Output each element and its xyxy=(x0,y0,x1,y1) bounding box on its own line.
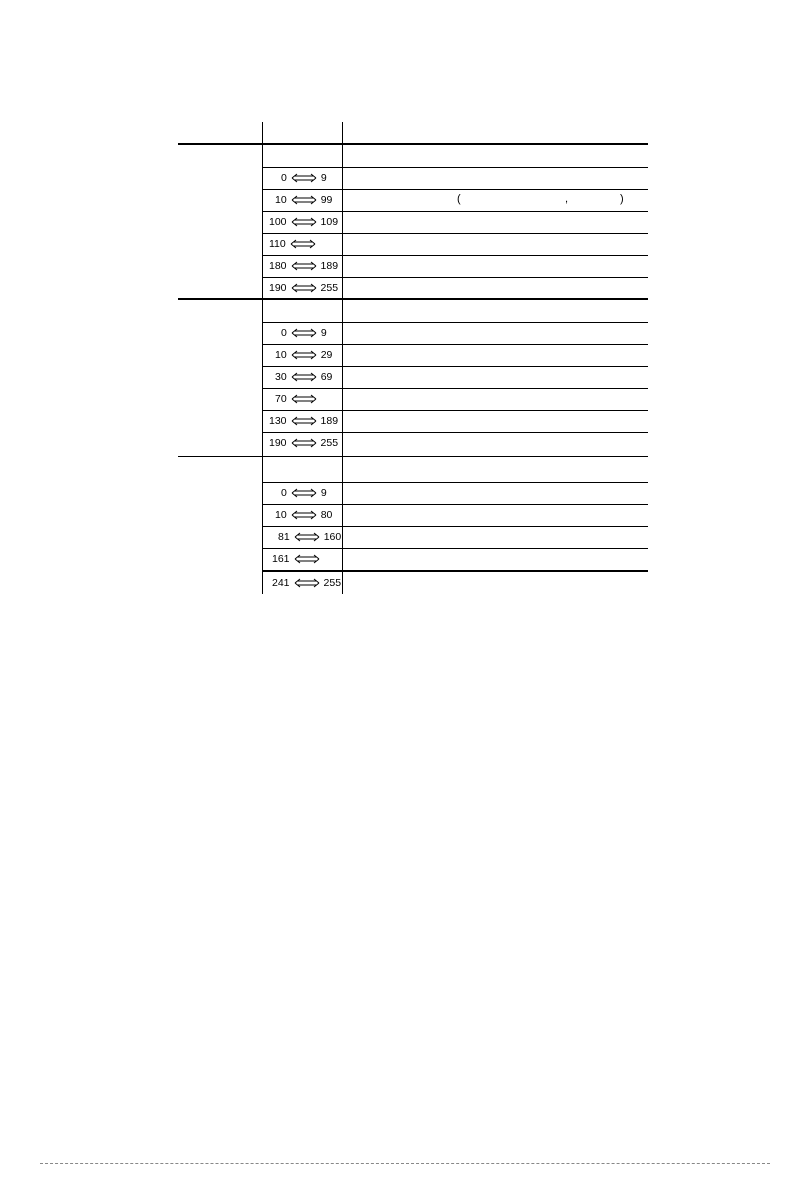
double-arrow-icon xyxy=(291,394,317,404)
close-paren: ) xyxy=(620,193,624,205)
range-cell: 180 189 xyxy=(269,260,339,272)
range-cell: 130 189 xyxy=(269,415,339,427)
range-cell: 0 9 xyxy=(281,172,327,184)
range-cell: 70 xyxy=(275,391,321,407)
double-arrow-icon xyxy=(291,438,317,448)
double-arrow-icon xyxy=(294,532,320,542)
row-rule xyxy=(262,322,648,323)
double-arrow-icon xyxy=(291,350,317,360)
row-rule xyxy=(262,388,648,389)
double-arrow-icon xyxy=(291,328,317,338)
row-rule xyxy=(262,255,648,256)
row-rule xyxy=(262,526,648,527)
row-rule xyxy=(262,277,648,278)
header-rule xyxy=(178,143,648,145)
column-divider-2 xyxy=(342,122,343,594)
range-cell: 0 9 xyxy=(281,327,327,339)
range-cell: 190 255 xyxy=(269,282,339,294)
row-rule xyxy=(262,233,648,234)
range-cell: 100 109 xyxy=(269,216,339,228)
double-arrow-icon xyxy=(294,554,320,564)
double-arrow-icon xyxy=(291,261,317,271)
group-rule xyxy=(178,298,648,300)
range-cell: 10 29 xyxy=(275,349,333,361)
double-arrow-icon xyxy=(291,195,317,205)
range-cell: 10 80 xyxy=(275,509,333,521)
row-rule xyxy=(262,432,648,433)
row-rule xyxy=(262,482,648,483)
range-cell: 190 255 xyxy=(269,437,339,449)
row-rule xyxy=(262,504,648,505)
row-rule xyxy=(262,570,648,572)
row-rule xyxy=(262,548,648,549)
page-footer-rule xyxy=(40,1163,770,1164)
double-arrow-icon xyxy=(294,578,320,588)
double-arrow-icon xyxy=(291,283,317,293)
row-rule xyxy=(262,410,648,411)
range-cell: 81 160 xyxy=(278,531,342,543)
range-cell: 161 xyxy=(272,551,324,567)
comma: , xyxy=(565,193,569,205)
row-rule xyxy=(262,167,648,168)
group-rule xyxy=(178,456,648,457)
range-cell: 110 xyxy=(269,236,320,252)
double-arrow-icon xyxy=(291,217,317,227)
double-arrow-icon xyxy=(291,488,317,498)
row-rule xyxy=(262,211,648,212)
range-cell: 10 99 xyxy=(275,194,333,206)
open-paren: ( xyxy=(457,193,461,205)
double-arrow-icon xyxy=(290,239,316,249)
double-arrow-icon xyxy=(291,416,317,426)
double-arrow-icon xyxy=(291,173,317,183)
range-cell: 0 9 xyxy=(281,487,327,499)
row-rule xyxy=(262,366,648,367)
range-cell: 30 69 xyxy=(275,371,333,383)
range-cell: 241 255 xyxy=(272,577,342,589)
column-divider-1 xyxy=(262,122,263,594)
row-rule xyxy=(262,344,648,345)
double-arrow-icon xyxy=(291,510,317,520)
row-rule xyxy=(262,189,648,190)
double-arrow-icon xyxy=(291,372,317,382)
